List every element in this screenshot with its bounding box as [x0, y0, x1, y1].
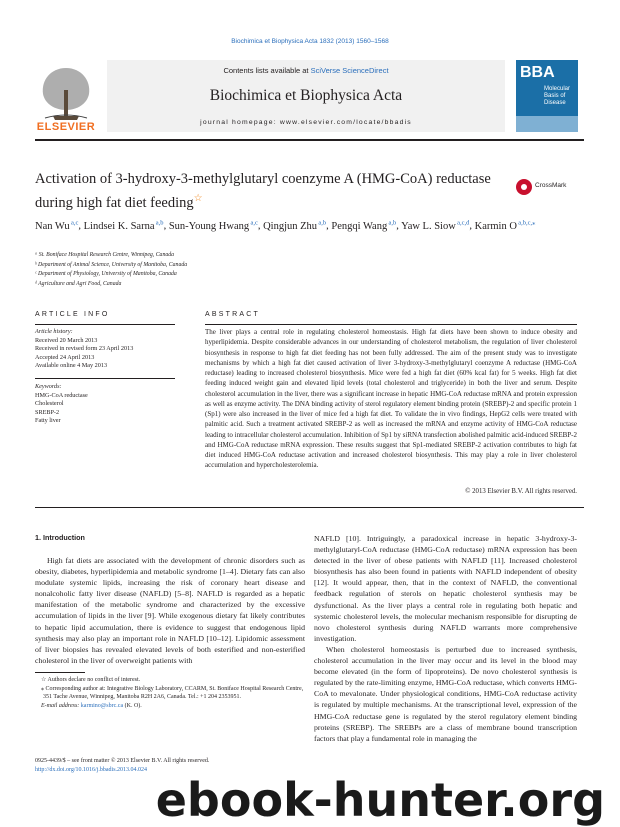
history-item: Received in revised form 23 April 2013 — [35, 345, 134, 353]
journal-cover-image — [516, 60, 578, 132]
author-list: Nan Wu $^{a,c}$, Lindsei K. Sarna $^{a,b}$, Sun-Young Hwang $^{a,c}$, Qingjun Zhu $^{a,b}$, Pengqi Wang $^{a,b}$, Yaw L. Siow $^{a,c,d}$, Karmin O $^{a,b,c,⁎}$ — [35, 219, 536, 232]
author-name: Nan Wu — [35, 220, 70, 232]
keywords-rule — [35, 378, 175, 379]
contents-line — [107, 66, 505, 75]
keywords-label: Keywords: — [35, 383, 62, 390]
journal-homepage[interactable]: journal homepage: www.elsevier.com/locate/bbadis — [200, 119, 412, 126]
title-footnote-star-icon[interactable]: ☆ — [193, 193, 203, 204]
contents-prefix: Contents lists available at — [223, 66, 311, 75]
author-affiliation-marker[interactable]: a,c — [69, 219, 79, 226]
author[interactable] — [35, 221, 78, 232]
abstract-rule — [205, 324, 577, 325]
author-name: Lindsei K. Sarna — [83, 220, 155, 232]
abstract-heading: ABSTRACT — [205, 311, 260, 318]
cover-band — [516, 116, 578, 132]
author[interactable] — [401, 221, 469, 232]
keyword-item: HMG-CoA reductase — [35, 391, 88, 399]
intro-paragraph: High fat diets are associated with the development of chronic disorders such as obesity, diabetes, hyperlipidemia and metabolic syndrome [1–4]. Dietary fats can also modulate systemic lipids, increasing the risk of coronary heart disease and nonalcoholic fatty liver disease (NAFLD) [5–8]. NAFLD is regarded as a hepatic manifestation of the metabolic syndrome and characterized by the excessive accumulation of lipids in the liver [9]. While exogenous dietary fat likely contributes to hepatic lipid accumulation, there is evidence to suggest that endogenous lipid synthesis may also play an important role in NAFLD [10–12]. Lipidomic assessment of liver biopsies has revealed elevated levels of both esterified and non-esterified cholesterol in the liver of overweight patients with — [35, 556, 305, 665]
footnote-email — [35, 702, 305, 711]
header-divider — [35, 139, 584, 141]
email-suffix: (K. O). — [123, 702, 142, 709]
issn-line: 0925-4439/$ – see front matter © 2013 Elsevier B.V. All rights reserved. — [35, 758, 210, 764]
article-title — [35, 170, 500, 213]
footnote-conflict: ☆ Authors declare no conflict of interest. — [41, 677, 141, 683]
abstract-text: The liver plays a central role in regulating cholesterol homeostasis. High fat diets have been shown to induce obesity and hyperlipidemia. Despite considerable advances in our understanding of cholesterol metabolism, the regulation of liver cholesterol biosynthesis in response to high fat diet feeding has not been fully addressed. The aim of the present study was to investigate mechanisms by which a high fat diet caused activation of liver 3-hydroxy-3-methylglutaryl coenzyme A reductase (HMG-CoA reductase) leading to increased cholesterol biosynthesis. Mice were fed a high fat diet (60% kcal fat) for 5 weeks. High fat diet feeding induced weight gain and elevated lipid levels (total cholesterol and triglyceride) in both the liver and serum. Despite cholesterol accumulation in the liver, there was a significant increase in hepatic HMG-CoA reductase mRNA and protein expression as well as enzyme activity. The DNA binding activity of sterol regulatory element binding protein (SREBP)-2 and specific protein 1 (Sp1) were also increased in the liver of mice fed a high fat diet. To validate the in vivo findings, HepG2 cells were treated with palmitic acid. Such a treatment activated SREBP-2 as well as increased the mRNA and enzyme activity of HMG-CoA reductase leading to intracellular cholesterol accumulation. Inhibition of Sp1 by siRNA transfection abolished palmitic acid-induced SREBP-2 and HMG-CoA reductase mRNA expression. These results suggest that Sp1-mediated SREBP-2 activation contributes to high fat diet induced HMG-CoA reductase activation and increased cholesterol biosynthesis. This may play a role in liver cholesterol accumulation and hypercholesterolemia. — [205, 328, 577, 470]
article-info-rule — [35, 324, 175, 325]
intro-paragraph: When cholesterol homeostasis is perturbed due to increased synthesis, cholesterol accumulation in the liver may occur and its level in the blood may become elevated (in the form of lipoproteins). De novo cholesterol synthesis is regulated by the rate-limiting enzyme, HMG-CoA reductase, which converts HMG-CoA to mevalonate. Under physiological conditions, HMG-CoA reductase activity is regulated by multiple mechanisms. At the transcriptional level, expression of the HMG-CoA reductase gene is regulated by the sterol regulatory element binding proteins (SREBP). The SREBPs are a class of membrane bound transcription factors that play a fundamental role in managing the — [314, 644, 577, 743]
author-affiliation-marker[interactable]: a,b — [317, 219, 327, 226]
crossmark-icon — [516, 179, 532, 195]
author-name: Sun-Young Hwang — [168, 220, 250, 232]
author[interactable] — [169, 221, 258, 232]
intro-right-column — [314, 533, 577, 744]
journal-title: Biochimica et Biophysica Acta — [209, 87, 403, 104]
affiliation-item: ᵃ St. Boniface Hospital Research Centre, Winnipeg, Canada — [35, 252, 175, 258]
intro-paragraph: NAFLD [10]. Intriguingly, a paradoxical increase in hepatic 3-hydroxy-3-methylglutaryl-CoA reductase (HMG-CoA reductase) mRNA expression has been detected in the liver of obese patients with NAFLD [11]. Increased cholesterol biosynthesis has also been found in patients with NAFLD independent of obesity [12]. It would appear, then, that in the context of NAFLD, the conventional feedback regulation of sterols on hepatic cholesterol synthesis may be dysfunctional. As the liver plays a central role in regulating both hepatic and systemic cholesterol levels, the molecular mechanism responsible for disrupting de novo cholesterol synthesis during NAFLD warrants more comprehensive investigation. — [314, 534, 577, 643]
history-label: Article history: — [35, 328, 73, 335]
keywords — [35, 383, 185, 426]
sciencedirect-link[interactable]: SciVerse ScienceDirect — [310, 66, 389, 75]
article-info-heading: ARTICLE INFO — [35, 311, 110, 318]
email-label: E-mail address: — [41, 702, 81, 709]
doi-link[interactable]: http://dx.doi.org/10.1016/j.bbadis.2013.04.024 — [35, 766, 148, 773]
abstract-copyright: © 2013 Elsevier B.V. All rights reserved. — [465, 488, 577, 495]
elsevier-tree-logo — [33, 60, 99, 130]
affiliation-item: ᵈ Agriculture and Agri Food, Canada — [35, 280, 122, 287]
author-name: Pengqi Wang — [331, 220, 388, 232]
history-item: Accepted 24 April 2013 — [35, 353, 95, 361]
keyword-item: SREBP-2 — [35, 408, 60, 416]
footnote-corresponding: ⁎ Corresponding author at: Integrative Biology Laboratory, CCARM, St. Boniface Hospital Research Centre, 351 Tache Avenue, Winnipeg, Manitoba R2H 2A6, Canada. Tel.: +1 204 2353951. — [41, 685, 304, 701]
watermark-text: ebook-hunter.org — [155, 773, 605, 826]
affiliation-item: ᵇ Department of Animal Science, University of Manitoba, Canada — [35, 261, 188, 268]
keyword-item: Cholesterol — [35, 400, 64, 408]
elsevier-wordmark: ELSEVIER — [36, 121, 96, 133]
author[interactable] — [331, 221, 396, 232]
author-name: Karmin O — [474, 220, 517, 232]
author-affiliation-marker[interactable]: a,c — [249, 219, 258, 226]
intro-left-column — [35, 555, 305, 666]
cover-subtitle: Molecular Basis of Disease — [544, 86, 571, 106]
email-link[interactable]: karmino@sbrc.ca — [80, 702, 124, 709]
author-affiliation-marker[interactable]: a,b,c,⁎ — [516, 219, 536, 226]
intro-heading: 1. Introduction — [35, 533, 85, 542]
author[interactable] — [475, 221, 536, 232]
abstract-bottom-rule — [35, 507, 584, 508]
author[interactable] — [263, 221, 326, 232]
author-affiliation-marker[interactable]: a,b — [387, 219, 397, 226]
ebook-hunter-watermark — [150, 770, 610, 826]
author-affiliation-marker[interactable]: a,b — [154, 219, 164, 226]
affiliations — [35, 251, 435, 289]
journal-citation: Biochimica et Biophysica Acta 1832 (2013) 1560–1568 — [231, 38, 389, 45]
footnotes — [35, 676, 305, 710]
crossmark-badge[interactable] — [516, 179, 576, 195]
cover-abbrev: BBA — [520, 64, 555, 81]
affiliation-item: ᶜ Department of Physiology, University of Manitoba, Canada — [35, 271, 177, 277]
author-name: Qingjun Zhu — [263, 220, 318, 232]
history-item: Received 20 March 2013 — [35, 336, 98, 344]
article-title-text: Activation of 3-hydroxy-3-methylglutaryl coenzyme A (HMG-CoA) reductase during high fat diet feeding — [35, 171, 491, 211]
author-name: Yaw L. Siow — [401, 220, 456, 232]
footnote-rule — [35, 672, 85, 673]
author-affiliation-marker[interactable]: a,c,d — [455, 219, 470, 226]
history-item: Available online 4 May 2013 — [35, 362, 108, 370]
keyword-item: Fatty liver — [35, 417, 61, 425]
crossmark-label: CrossMark — [535, 182, 567, 189]
author[interactable] — [84, 221, 164, 232]
article-history — [35, 328, 185, 371]
